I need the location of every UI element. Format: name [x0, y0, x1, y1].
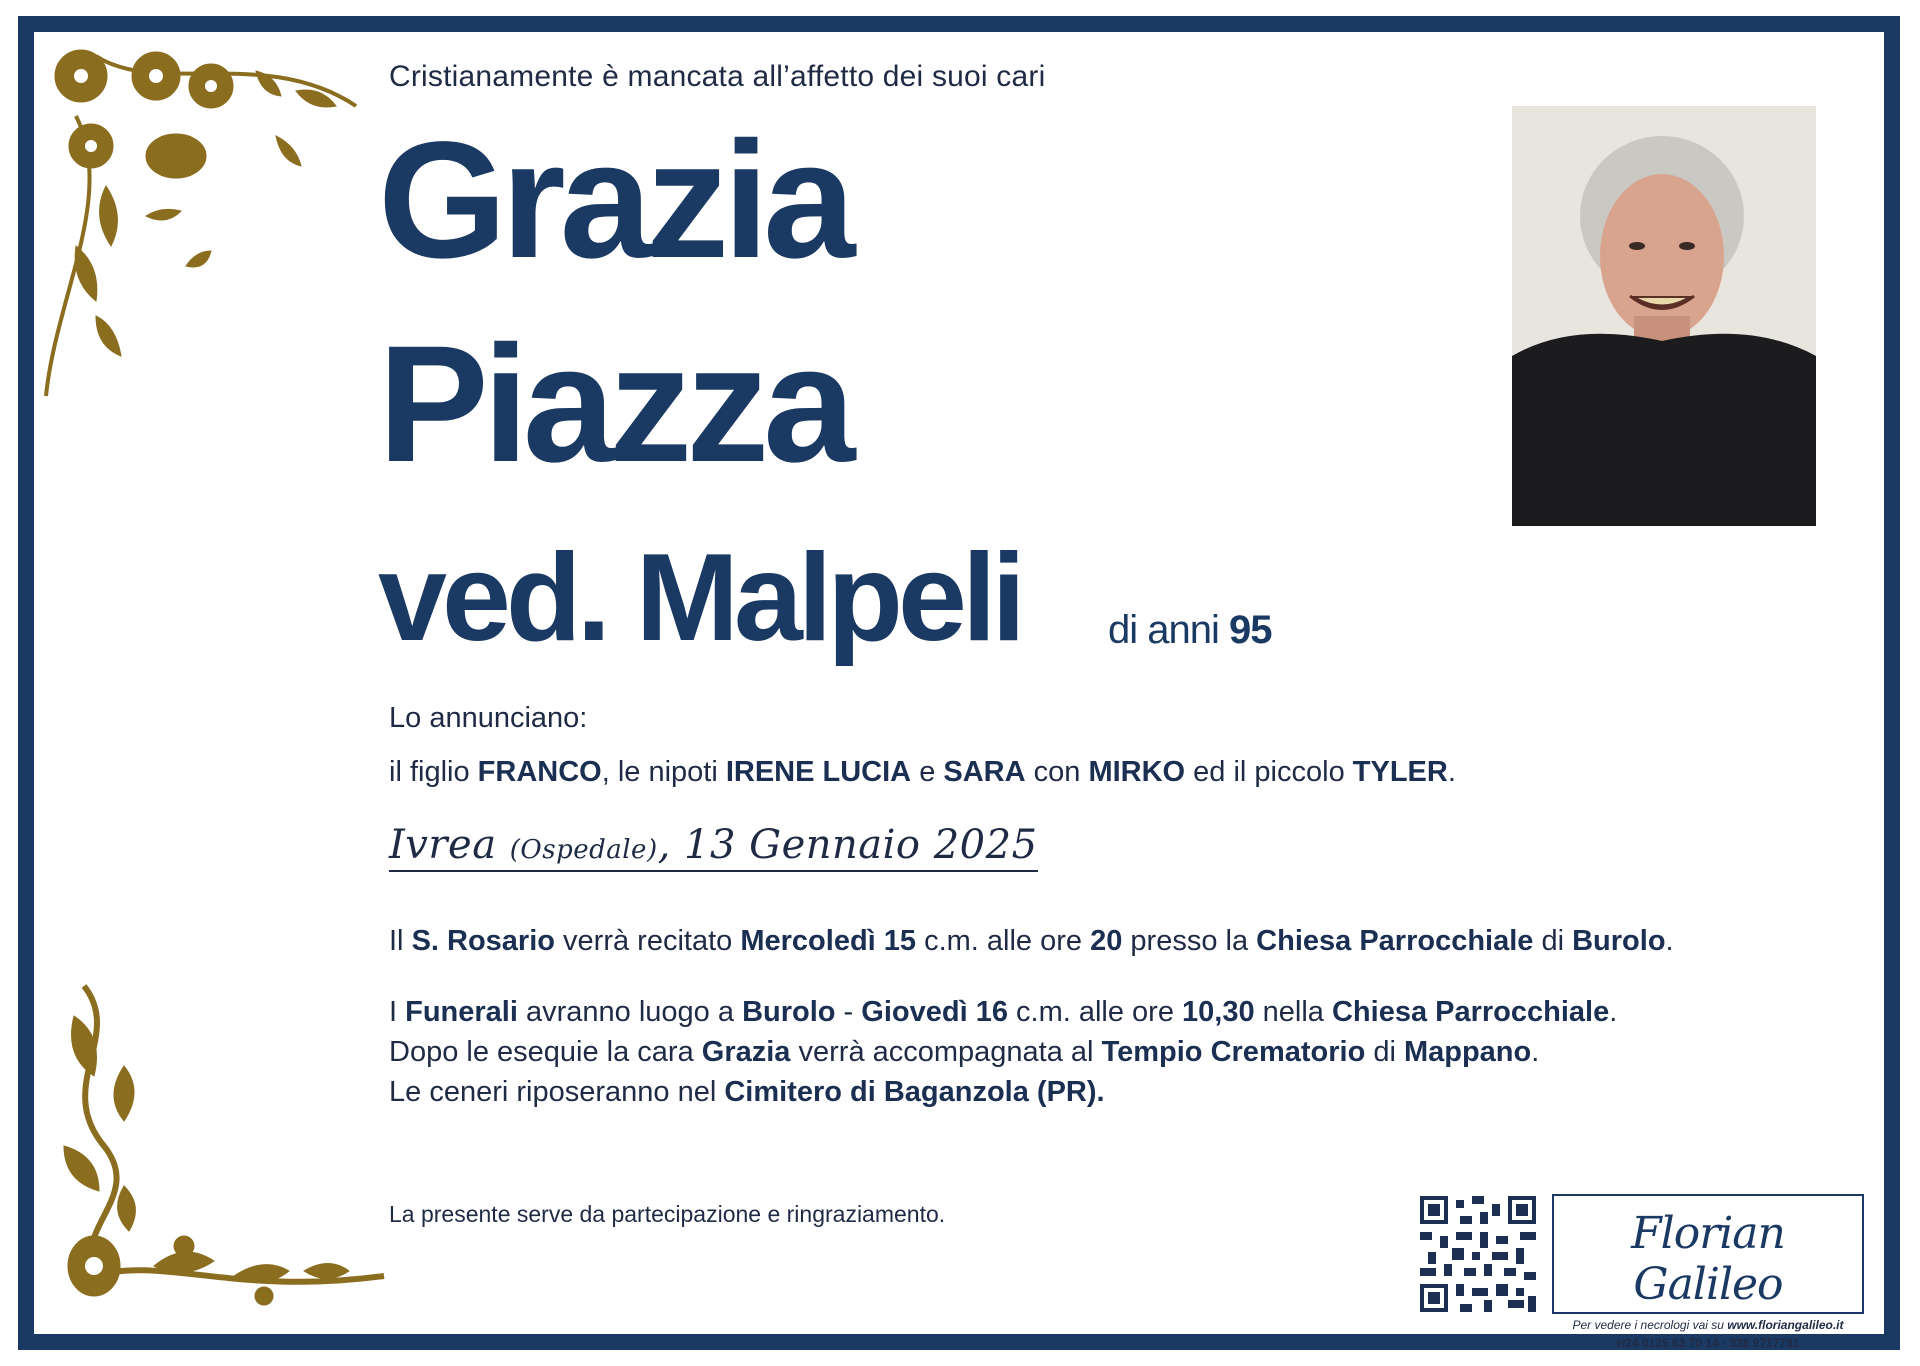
text-bold: 10,30 [1182, 996, 1255, 1028]
text-run: verrà accompagnata al [790, 1036, 1102, 1068]
text-run: nella [1254, 996, 1332, 1028]
place-date [389, 822, 1038, 872]
text-run: Le ceneri riposeranno nel [389, 1076, 725, 1108]
text-run: Dopo le esequie la cara [389, 1036, 702, 1068]
text-bold: Giovedì 16 [861, 996, 1008, 1028]
brand-phone-line: H24 0125 63 70 14 - 338 9717781 [1616, 1336, 1800, 1350]
date: , 13 Gennaio 2025 [657, 822, 1038, 868]
place-detail: (Ospedale) [509, 835, 658, 865]
text-bold: Chiesa Parrocchiale [1331, 996, 1610, 1028]
text-run: avranno luogo a [517, 996, 743, 1028]
text-run: c.m. alle ore [916, 925, 1091, 957]
portrait-photo [1512, 106, 1816, 526]
text-run: . [1609, 996, 1618, 1028]
funeral-home-box [1552, 1194, 1864, 1350]
text-run: Il [389, 925, 412, 957]
text-bold: S. Rosario [411, 925, 555, 957]
brand-website-prefix: Per vedere i necrologi vai su [1572, 1318, 1728, 1332]
text-run: . [1531, 1036, 1540, 1068]
scroll-ornament-icon [34, 976, 394, 1316]
text-bold: Funerali [405, 996, 518, 1028]
age-line [1108, 608, 1272, 653]
qr-code-icon[interactable] [1420, 1196, 1536, 1312]
text-run: . [1447, 756, 1456, 788]
text-bold: 20 [1090, 925, 1123, 957]
deceased-last-name: Piazza [378, 312, 850, 497]
text-bold: Burolo [742, 996, 836, 1028]
brand-website-link[interactable]: www.floriangalileo.it [1727, 1318, 1844, 1332]
text-bold: Chiesa Parrocchiale [1256, 925, 1534, 957]
age-value: 95 [1229, 608, 1272, 652]
announce-text [389, 756, 1456, 789]
funeral-info-line-1 [389, 996, 1617, 1029]
text-run: ed il piccolo [1185, 756, 1353, 788]
brand-website-line [1554, 1318, 1862, 1332]
text-bold: Grazia [701, 1036, 791, 1068]
deceased-first-name: Grazia [378, 108, 850, 293]
text-bold: Cimitero di Baganzola (PR). [724, 1076, 1105, 1108]
text-run: presso la [1122, 925, 1257, 957]
text-run: , le nipoti [601, 756, 726, 788]
announce-label: Lo annunciano: [389, 702, 588, 734]
text-bold: Tempio Crematorio [1101, 1036, 1366, 1068]
child-name: TYLER [1352, 756, 1448, 788]
relative-name: MIRKO [1088, 756, 1186, 788]
deceased-married-name: ved. Malpeli [378, 529, 1021, 667]
text-run: c.m. alle ore [1007, 996, 1183, 1028]
brand-name: Florian Galileo [1631, 1208, 1785, 1310]
text-run: di [1365, 1036, 1404, 1068]
intro-text: Cristianamente è mancata all’affetto dei suoi cari [389, 60, 1046, 93]
granddaughter-name: SARA [943, 756, 1026, 788]
rosary-info [389, 925, 1674, 958]
text-run: il figlio [389, 756, 478, 788]
closing-note: La presente serve da partecipazione e ringraziamento. [389, 1201, 946, 1227]
text-run: . [1665, 925, 1674, 957]
text-run: con [1025, 756, 1089, 788]
place-city: Ivrea [389, 822, 510, 868]
floral-ornament-icon [36, 36, 376, 416]
granddaughter-name: IRENE LUCIA [725, 756, 912, 788]
text-bold: Mercoledì 15 [740, 925, 917, 957]
text-run: di [1533, 925, 1573, 957]
age-prefix: di anni [1108, 608, 1219, 652]
text-run: e [911, 756, 944, 788]
funeral-info-line-2 [389, 1036, 1539, 1069]
text-bold: Burolo [1572, 925, 1666, 957]
text-run: I [389, 996, 406, 1028]
funeral-info-line-3 [389, 1076, 1105, 1109]
text-run: - [835, 996, 862, 1028]
son-name: FRANCO [477, 756, 602, 788]
text-run: verrà recitato [555, 925, 741, 957]
text-bold: Mappano [1403, 1036, 1532, 1068]
